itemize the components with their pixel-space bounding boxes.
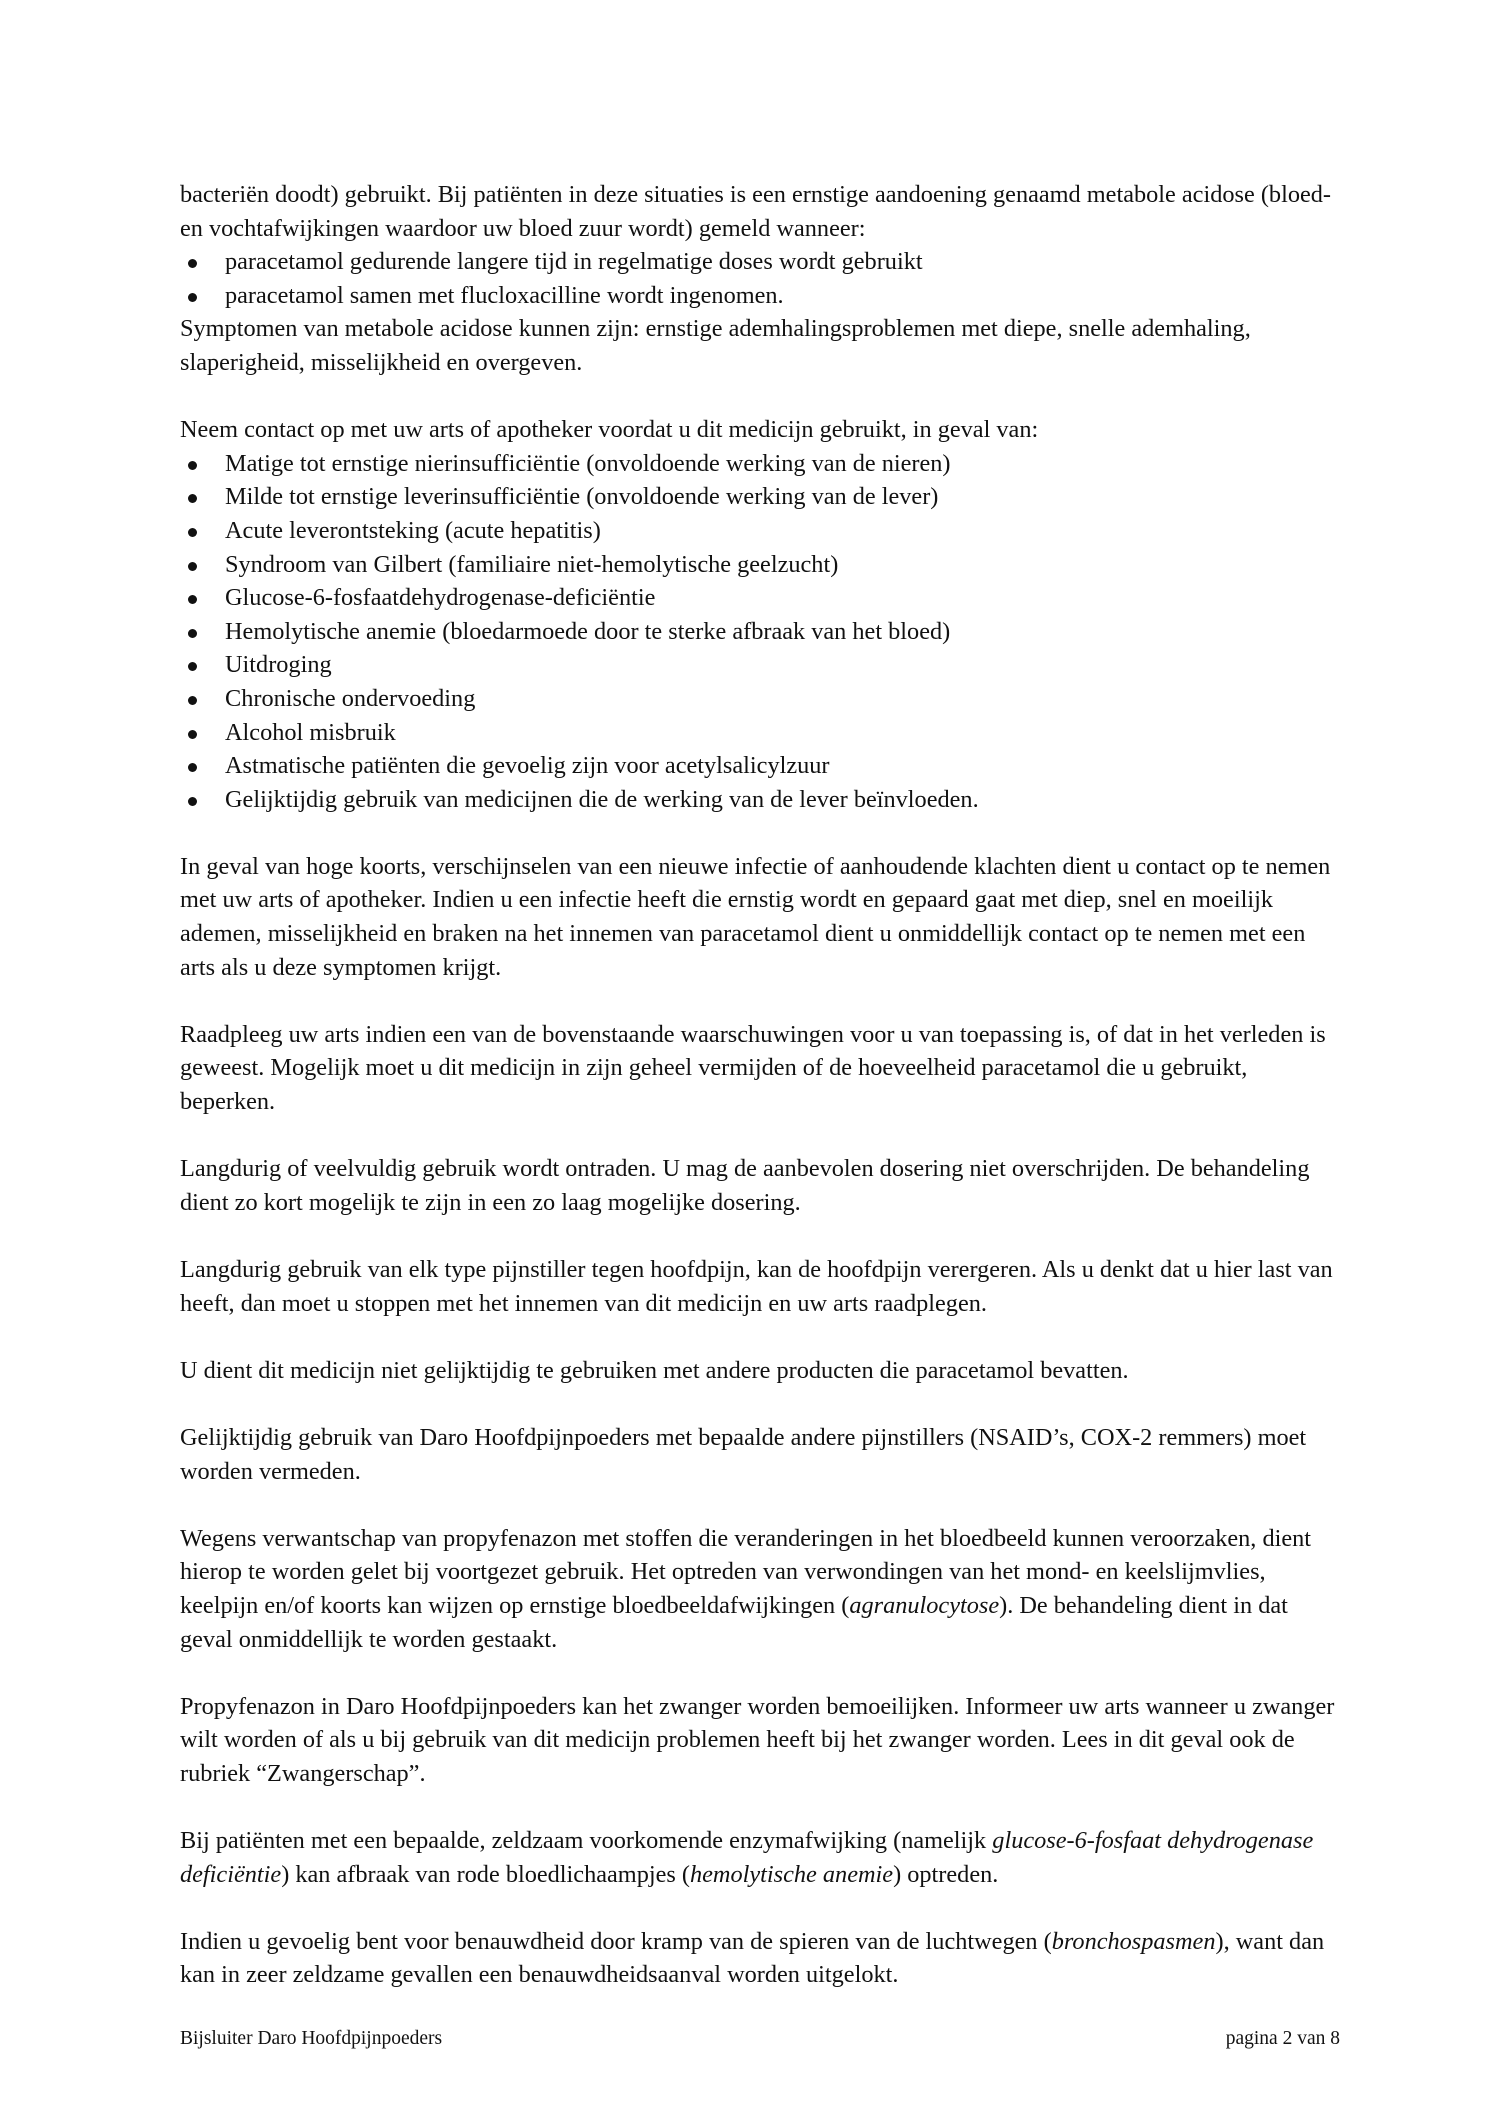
list-item: Hemolytische anemie (bloedarmoede door te sterke afbraak van het bloed) xyxy=(180,615,1340,649)
list-item: Milde tot ernstige leverinsufficiëntie (onvoldoende werking van de lever) xyxy=(180,480,1340,514)
bronchospasm-paragraph: Indien u gevoelig bent voor benauwdheid door kramp van de spieren van de luchtwegen (bronchospasmen), want dan kan in zeer zeldzame gevallen een benauwdheidsaanval worden uitgelokt. xyxy=(180,1927,1325,1989)
bullet-icon xyxy=(188,595,197,604)
nsaids-paragraph: Gelijktijdig gebruik van Daro Hoofdpijnpoeders met bepaalde andere pijnstillers (NSAID’s, COX-2 remmers) moet worden vermeden. xyxy=(180,1423,1307,1485)
list-item: Alcohol misbruik xyxy=(180,716,1340,750)
bullet-icon xyxy=(188,528,197,537)
list-item: Uitdroging xyxy=(180,648,1340,682)
bullet-icon xyxy=(188,494,197,503)
contact-bullet-list xyxy=(180,447,1340,817)
footer-document-title: Bijsluiter Daro Hoofdpijnpoeders xyxy=(180,2028,443,2049)
document-body xyxy=(180,178,1340,1992)
bullet-icon xyxy=(188,293,197,302)
footer-page-number: pagina 2 van 8 xyxy=(1225,2028,1340,2049)
symptoms-paragraph: Symptomen van metabole acidose kunnen zijn: ernstige ademhalingsproblemen met diepe, snelle ademhaling, slaperigheid, misselijkheid en overgeven. xyxy=(180,315,1251,376)
g6pd-term: glucose-6-fosfaat dehydrogenase deficiëntie xyxy=(180,1827,1314,1888)
intro-paragraph: bacteriën doodt) gebruikt. Bij patiënten in deze situaties is een ernstige aandoening genaamd metabole acidose (bloed- en vochtafwijkingen waardoor uw bloed zuur wordt) gemeld wanneer: xyxy=(180,181,1331,242)
bullet-icon xyxy=(188,696,197,705)
list-item: Gelijktijdig gebruik van medicijnen die de werking van de lever beïnvloeden. xyxy=(180,783,1340,817)
list-item: Matige tot ernstige nierinsufficiëntie (onvoldoende werking van de nieren) xyxy=(180,447,1340,481)
bullet-icon xyxy=(188,763,197,772)
pregnancy-paragraph: Propyfenazon in Daro Hoofdpijnpoeders kan het zwanger worden bemoeilijken. Informeer uw arts wanneer u zwanger wilt worden of als u bij gebruik van dit medicijn problemen heeft bij het zwanger worden. Lees in dit geval ook de rubriek “Zwangerschap”. xyxy=(180,1692,1335,1787)
prolonged-use-paragraph: Langdurig of veelvuldig gebruik wordt ontraden. U mag de aanbevolen dosering niet overschrijden. De behandeling dient zo kort mogelijk te zijn in een zo laag mogelijke dosering. xyxy=(180,1155,1310,1216)
hemolytic-anemia-term: hemolytische anemie xyxy=(690,1860,894,1888)
bullet-icon xyxy=(188,259,197,268)
enzyme-paragraph: Bij patiënten met een bepaalde, zeldzaam voorkomende enzymafwijking (namelijk glucose-6-fosfaat dehydrogenase deficiëntie) kan afbraak van rode bloedlichaampjes (hemolytische anemie) optreden. xyxy=(180,1827,1314,1888)
list-item: Syndroom van Gilbert (familiaire niet-hemolytische geelzucht) xyxy=(180,548,1340,582)
bullet-icon xyxy=(188,562,197,571)
no-combination-paragraph: U dient dit medicijn niet gelijktijdig te gebruiken met andere producten die paracetamol bevatten. xyxy=(180,1356,1129,1384)
bullet-icon xyxy=(188,629,197,638)
fever-paragraph: In geval van hoge koorts, verschijnselen van een nieuwe infectie of aanhoudende klachten dient u contact op te nemen met uw arts of apotheker. Indien u een infectie heeft die ernstig wordt en gepaard gaat met diep, snel en moeilijk ademen, misselijkheid en braken na het innemen van paracetamol dient u onmiddellijk contact op te nemen met een arts als u deze symptomen krijgt. xyxy=(180,852,1331,981)
list-item: Acute leverontsteking (acute hepatitis) xyxy=(180,514,1340,548)
bronchospasmen-term: bronchospasmen xyxy=(1051,1927,1216,1955)
propyfenazon-blood-paragraph: Wegens verwantschap van propyfenazon met stoffen die veranderingen in het bloedbeeld kunnen veroorzaken, dient hierop te worden gelet bij voortgezet gebruik. Het optreden van verwondingen van het mond- en keelslijmvlies, keelpijn en/of koorts kan wijzen op ernstige bloedbeeldafwijkingen (agranulocytose). De behandeling dient in dat geval onmiddellijk te worden gestaakt. xyxy=(180,1524,1312,1653)
list-item: Astmatische patiënten die gevoelig zijn voor acetylsalicylzuur xyxy=(180,749,1340,783)
list-item: paracetamol samen met flucloxacilline wordt ingenomen. xyxy=(180,279,1340,313)
list-item: paracetamol gedurende langere tijd in regelmatige doses wordt gebruikt xyxy=(180,245,1340,279)
agranulocytose-term: agranulocytose xyxy=(849,1591,1000,1619)
contact-lead: Neem contact op met uw arts of apotheker voordat u dit medicijn gebruikt, in geval van: xyxy=(180,416,1039,444)
bullet-icon xyxy=(188,797,197,806)
bullet-icon xyxy=(188,662,197,671)
headache-paragraph: Langdurig gebruik van elk type pijnstiller tegen hoofdpijn, kan de hoofdpijn verergeren. Als u denkt dat u hier last van heeft, dan moet u stoppen met het innemen van dit medicijn en uw arts raadplegen. xyxy=(180,1256,1333,1317)
list-item: Glucose-6-fosfaatdehydrogenase-deficiëntie xyxy=(180,581,1340,615)
acidosis-bullet-list xyxy=(180,245,1340,312)
bullet-icon xyxy=(188,461,197,470)
bullet-icon xyxy=(188,730,197,739)
list-item: Chronische ondervoeding xyxy=(180,682,1340,716)
consult-paragraph: Raadpleeg uw arts indien een van de bovenstaande waarschuwingen voor u van toepassing is, of dat in het verleden is geweest. Mogelijk moet u dit medicijn in zijn geheel vermijden of de hoeveelheid paracetamol die u gebruikt, beperken. xyxy=(180,1020,1326,1116)
